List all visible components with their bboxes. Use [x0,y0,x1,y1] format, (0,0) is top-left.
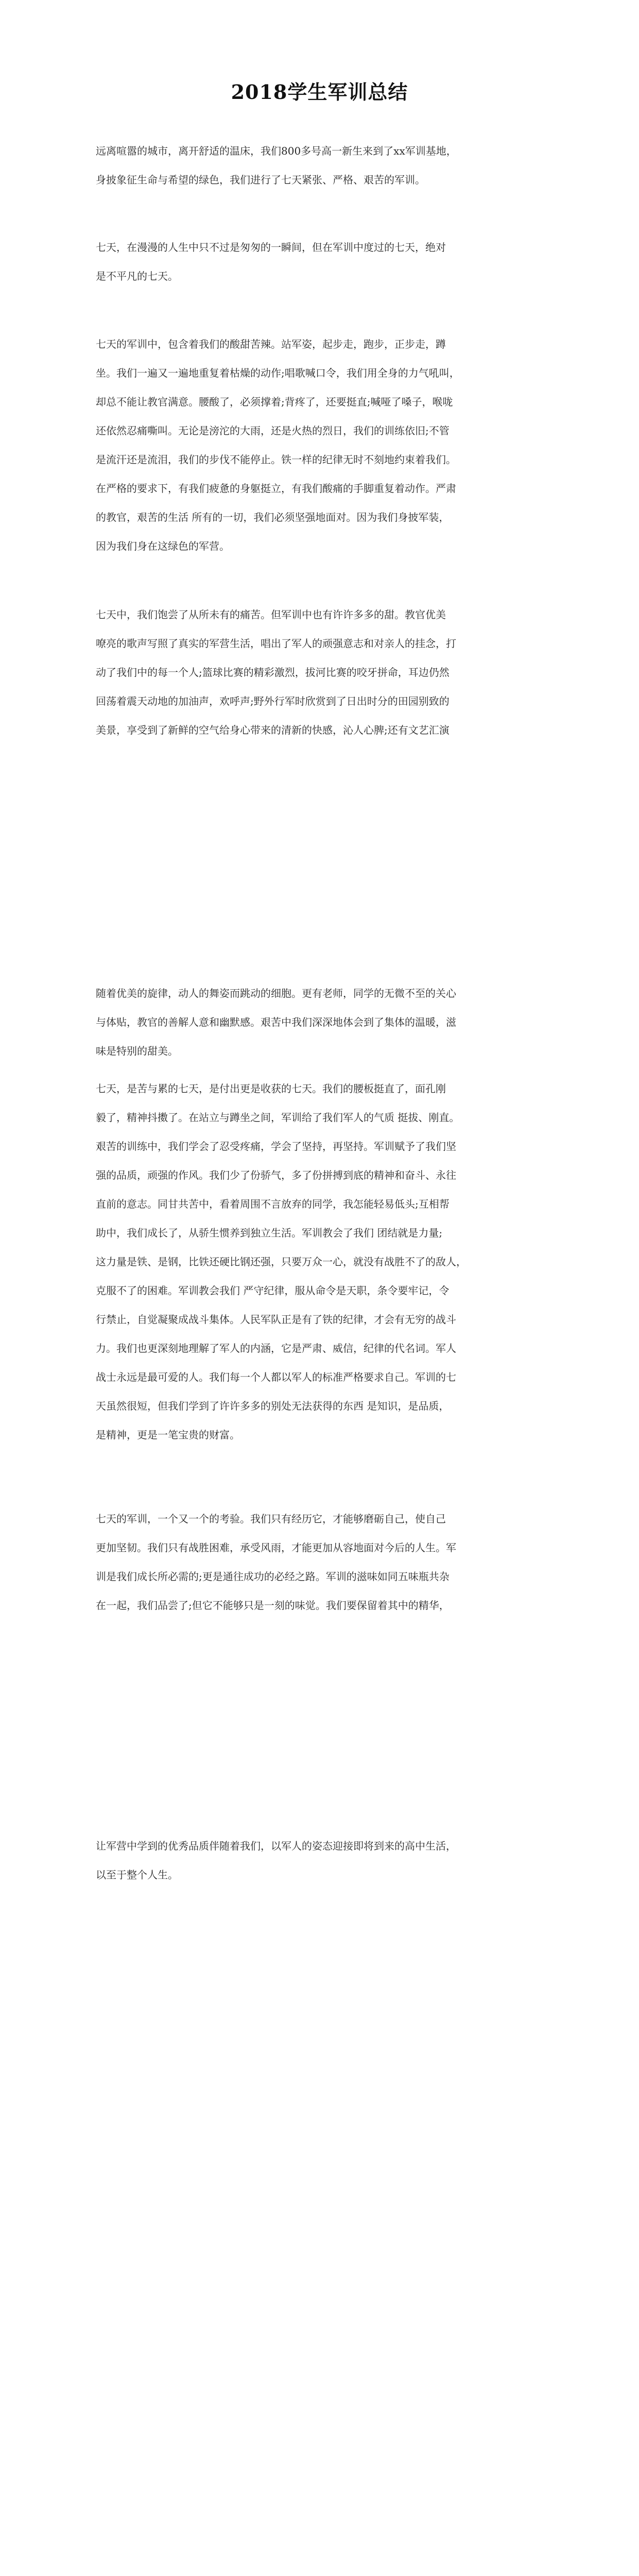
text-line: 与体贴，教官的善解人意和幽默感。艰苦中我们深深地体会到了集体的温暖，滋 [96,1016,456,1028]
text-line: 这力量是铁、是钢，比铁还硬比钢还强，只要万众一心，就没有战胜不了的敌人， [96,1256,467,1268]
page-title: 2018学生军训总结 [231,80,408,104]
text-line: 身披象征生命与希望的绿色，我们进行了七天紧张、严格、艰苦的军训。 [96,174,425,186]
text-line: 是流汗还是流泪，我们的步伐不能停止。铁一样的纪律无时不刻地约束着我们。 [96,453,456,466]
paragraph-intro [96,137,549,194]
text-line: 以至于整个人生。 [96,1869,178,1881]
text-line: 强的品质，顽强的作风。我们少了份骄气，多了份拼搏到底的精神和奋斗、永往 [96,1169,456,1181]
text-line: 更加坚韧。我们只有战胜困难，承受风雨，才能更加从容地面对今后的人生。军 [96,1541,456,1554]
text-line: 在一起，我们品尝了;但它不能够只是一刻的味觉。我们要保留着其中的精华， [96,1599,450,1612]
text-line: 助中，我们成长了，从骄生惯养到独立生活。军训教会了我们 团结就是力量; [96,1227,443,1239]
text-line: 力。我们也更深刻地理解了军人的内涵，它是严肃、威信，纪律的代名词。军人 [96,1342,456,1354]
text-line: 七天，在漫漫的人生中只不过是匆匆的一瞬间，但在军训中度过的七天，绝对 [96,241,446,253]
text-line: 让军营中学到的优秀品质伴随着我们，以军人的姿态迎接即将到来的高中生活， [96,1840,456,1852]
text-line: 美景，享受到了新鲜的空气给身心带来的清新的快感，沁人心脾;还有文艺汇演 [96,724,450,736]
text-line: 随着优美的旋律，动人的舞姿而跳动的细胞。更有老师，同学的无微不至的关心 [96,987,456,999]
text-line: 训是我们成长所必需的;更是通往成功的必经之路。军训的滋味如同五味瓶共杂 [96,1570,450,1583]
text-line: 坐。我们一遍又一遍地重复着枯燥的动作;唱歌喊口令，我们用全身的力气吼叫， [96,367,460,379]
text-line: 七天的军训中，包含着我们的酸甜苦辣。站军姿，起步走，跑步，正步走，蹲 [96,338,446,350]
text-line: 嘹亮的歌声写照了真实的军营生活，唱出了军人的顽强意志和对亲人的挂念，打 [96,637,456,650]
text-line: 战士永远是最可爱的人。我们每一个人都以军人的标准严格要求自己。军训的七 [96,1371,456,1383]
paragraph-trials [96,1504,549,1620]
text-line: 回荡着震天动地的加油声，欢呼声;野外行军时欣赏到了日出时分的田园别致的 [96,695,450,707]
paragraph-sweetness [96,600,549,744]
text-line: 七天中，我们饱尝了从所未有的痛苦。但军训中也有许许多多的甜。教官优美 [96,608,446,621]
text-line: 远离喧嚣的城市，离开舒适的温床，我们800多号高一新生来到了xx军训基地， [96,145,457,157]
text-line: 的教官，艰苦的生活 所有的一切，我们必须坚强地面对。因为我们身披军装， [96,511,450,523]
paragraph-sweetness-continued [96,979,549,1065]
text-line: 毅了，精神抖擞了。在站立与蹲坐之间，军训给了我们军人的气质 挺拔、刚直。 [96,1111,460,1124]
text-line: 动了我们中的每一个人;篮球比赛的精彩激烈，拔河比赛的咬牙拼命，耳边仍然 [96,666,450,679]
text-line: 克服不了的困难。军训教会我们 严守纪律，服从命令是天职，条令要牢记，令 [96,1284,450,1297]
text-line: 是不平凡的七天。 [96,270,178,282]
text-line: 天虽然很短，但我们学到了许许多多的别处无法获得的东西 是知识，是品质， [96,1400,450,1412]
text-line: 行禁止，自觉凝聚成战斗集体。人民军队正是有了铁的纪律，才会有无穷的战斗 [96,1313,456,1326]
paragraph-conclusion [96,1832,549,1889]
text-line: 却总不能让教官满意。腰酸了，必须撑着;背疼了，还要挺直;喊哑了嗓子，喉咙 [96,396,453,408]
text-line: 在严格的要求下，有我们疲惫的身躯挺立，有我们酸痛的手脚重复着动作。严肃 [96,482,456,495]
paragraph-seven-days [96,233,549,291]
paragraph-hardships [96,330,549,561]
text-line: 因为我们身在这绿色的军营。 [96,540,230,552]
text-line: 七天，是苦与累的七天，是付出更是收获的七天。我们的腰板挺直了，面孔刚 [96,1082,446,1095]
text-line: 直前的意志。同甘共苦中，看着周围不言放弃的同学，我怎能轻易低头;互相帮 [96,1198,450,1210]
text-line: 艰苦的训练中，我们学会了忍受疼痛，学会了坚持，再坚持。军训赋予了我们坚 [96,1140,456,1153]
text-line: 味是特别的甜美。 [96,1045,178,1057]
paragraph-gains [96,1074,549,1449]
text-line: 七天的军训，一个又一个的考验。我们只有经历它，才能够磨砺自己，使自己 [96,1513,446,1525]
text-line: 是精神，更是一笔宝贵的财富。 [96,1429,240,1441]
text-line: 还依然忍痛嘶叫。无论是滂沱的大雨，还是火热的烈日，我们的训练依旧;不管 [96,425,450,437]
